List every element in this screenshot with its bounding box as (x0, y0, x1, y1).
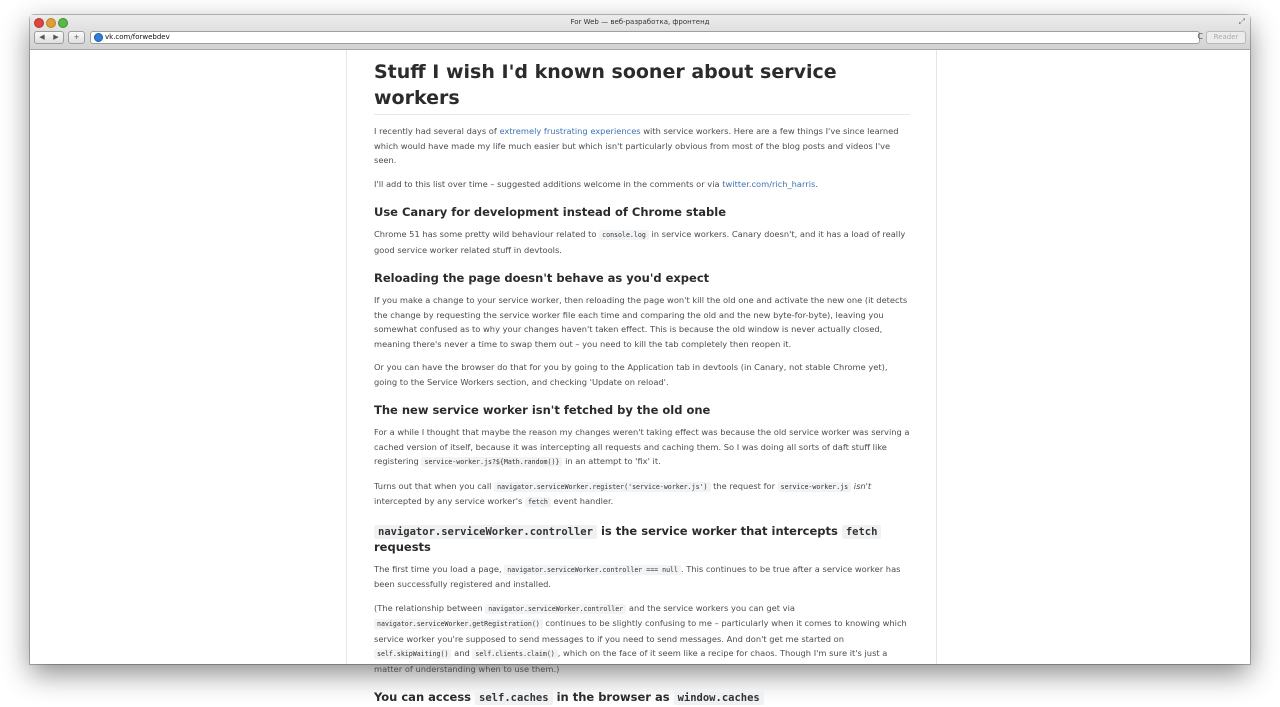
inline-code: fetch (525, 497, 551, 507)
section-heading-fetch: The new service worker isn't fetched by the old one (374, 403, 711, 417)
plus-icon: + (73, 33, 80, 41)
forward-button[interactable] (49, 31, 64, 44)
intro-paragraph-1: I recently had several days of extremely frustrating experiences with service workers. Here are a few things I've since learned which would have made my life much easier but which isn't particularly obvious from most of the blog posts and videos I've seen. (374, 126, 899, 165)
forward-arrow-icon: ▶ (53, 33, 59, 41)
add-bookmark-button[interactable] (68, 31, 85, 44)
inline-code: console.log (599, 230, 649, 240)
browser-window (30, 15, 1250, 704)
section-reload-paragraph-1: If you make a change to your service worker, then reloading the page won't kill the old one and activate the new one (it detects the change by requesting the service worker file each time and comparing the old and the new byte-for-byte), leaving you somewhat confused as to why your changes haven't taken effect. This is because the old window is never actually closed, meaning there's never a time to swap them out – you need to kill the tab completely then reopen it. (374, 295, 908, 349)
section-heading-canary: Use Canary for development instead of Chrome stable (374, 205, 726, 219)
section-controller-paragraph-2: (The relationship between navigator.serviceWorker.controller and the service workers you can get via navigator.serviceWorker.getRegistration() continues to be slightly confusing to me – particularly when it comes to knowing which service worker you're supposed to send messages to if you need to send messages. And don't get me started on self.skipWaiting() and self.clients.claim() , which on the face of it seem like a recipe for chaos. Though I'm sure it's just a matter of understanding when to use them.) (374, 602, 907, 674)
window-title: For Web — веб-разработка, фронтенд (570, 18, 710, 26)
intro-paragraph-2: I'll add to this list over time – suggested additions welcome in the comments or via twitter.com/rich_harris. (374, 178, 818, 189)
section-heading-controller: navigator.serviceWorker.controller is the service worker that intercepts fetch requests (374, 524, 910, 555)
fullscreen-icon[interactable]: ⤢ (1238, 17, 1245, 26)
section-fetch-paragraph-1: For a while I thought that maybe the reason my changes weren't taking effect was because the old service worker was serving a cached version of itself, because it was intercepting all requests and caching them. So I was doing all sorts of daft stuff like registering service-worker.js?${Math.random()} in an attempt to 'fix' it. (374, 427, 910, 466)
title-bar (30, 15, 1250, 50)
section-fetch-paragraph-2: Turns out that when you call navigator.serviceWorker.register('service-worker.js') the request for service-worker.js isn't intercepted by any service worker's fetch event handler. (374, 480, 872, 506)
inline-code: service-worker.js?${Math.random()} (421, 457, 562, 467)
page-viewport[interactable] (30, 50, 1250, 704)
address-bar[interactable] (90, 31, 1200, 44)
inline-code: navigator.serviceWorker.register('service-worker.js') (494, 482, 710, 492)
inline-code: service-worker.js (778, 482, 852, 492)
back-arrow-icon: ◀ (39, 33, 45, 41)
reload-icon[interactable]: C (1197, 32, 1203, 41)
inline-code: self.skipWaiting() (374, 649, 451, 659)
back-button[interactable] (34, 31, 50, 44)
globe-icon (94, 33, 103, 42)
frustrating-experiences-link[interactable]: extremely frustrating experiences (499, 126, 641, 136)
section-heading-caches: You can access self.caches in the browser as window.caches (374, 690, 910, 706)
article-column (346, 50, 937, 704)
article-title: Stuff I wish I'd known sooner about service workers (374, 59, 910, 115)
section-reload-paragraph-2: Or you can have the browser do that for you by going to the Application tab in devtools (in Canary, not stable Chrome yet), going to the Service Workers section, and checking 'Update on reload'. (374, 362, 888, 387)
address-text: vk.com/forwebdev (105, 33, 170, 41)
reader-button[interactable]: Reader (1206, 31, 1246, 44)
inline-code: navigator.serviceWorker.controller (485, 604, 626, 614)
section-canary-paragraph: Chrome 51 has some pretty wild behaviour related to console.log in service workers. Canary doesn't, and it has a load of really good service worker related stuff in devtools. (374, 229, 906, 255)
section-heading-reload: Reloading the page doesn't behave as you'd expect (374, 271, 710, 285)
inline-code: navigator.serviceWorker.getRegistration() (374, 619, 543, 629)
inline-code: navigator.serviceWorker.controller === null (504, 565, 681, 575)
twitter-link[interactable]: twitter.com/rich_harris (722, 178, 816, 189)
inline-code: self.clients.claim() (472, 649, 557, 659)
section-controller-paragraph-1: The first time you load a page, navigator.serviceWorker.controller === null . This continues to be true after a service worker has been successfully registered and installed. (374, 563, 901, 589)
